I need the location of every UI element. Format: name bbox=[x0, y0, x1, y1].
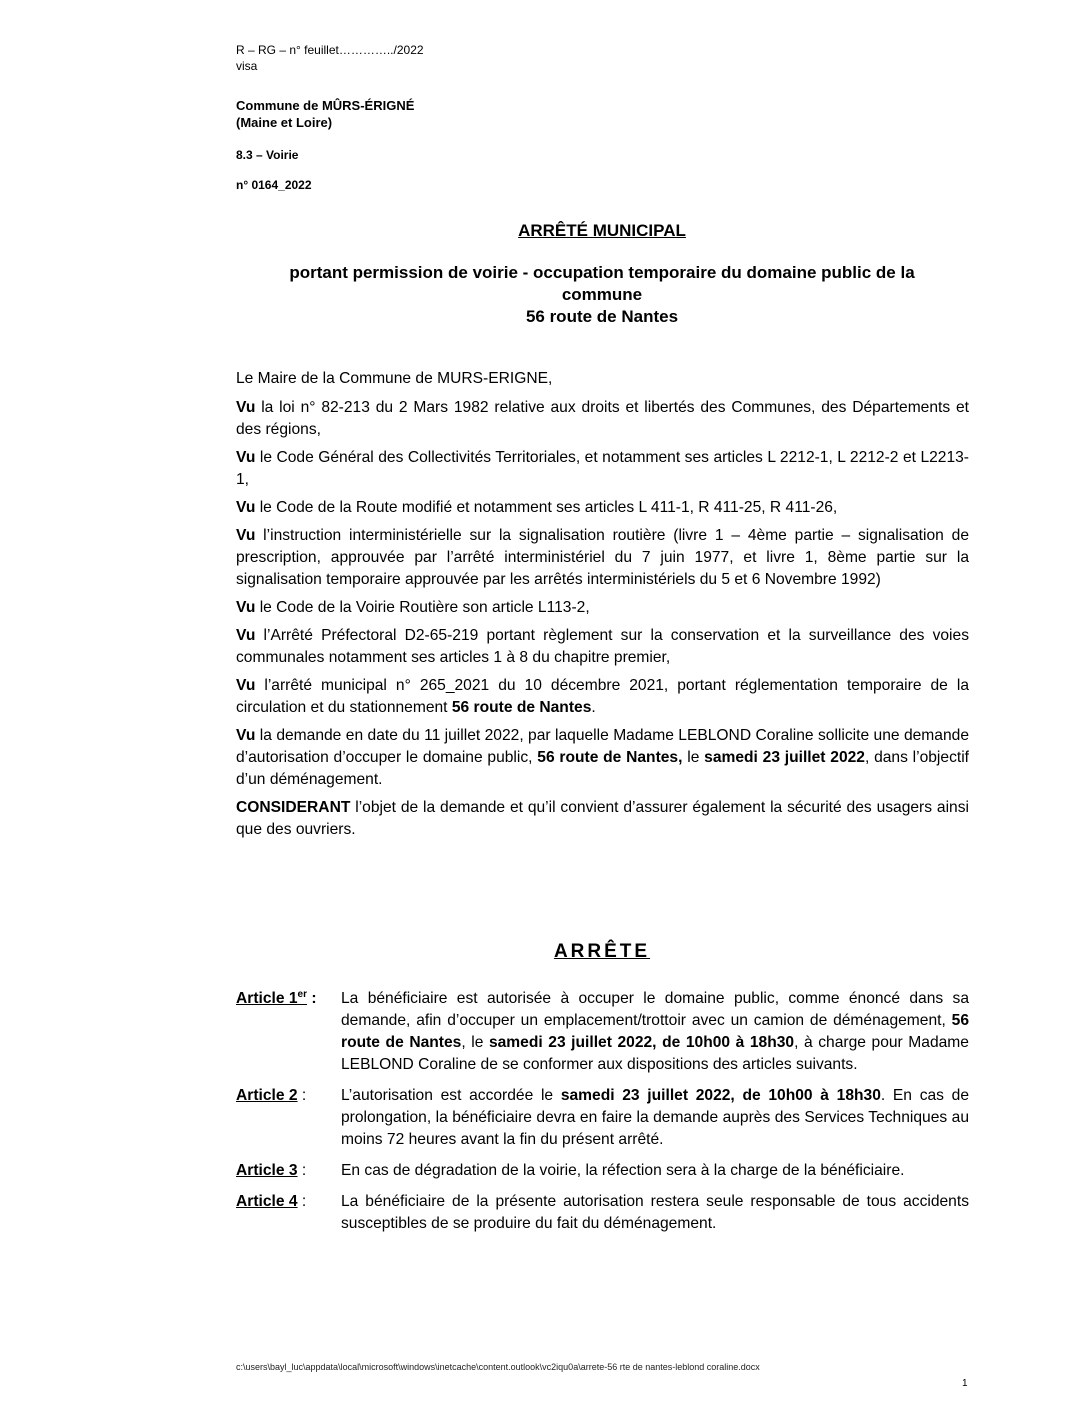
visa-line: visa bbox=[236, 59, 258, 73]
vu-address: 56 route de Nantes bbox=[451, 699, 592, 716]
vu-label: Vu bbox=[236, 399, 256, 416]
article-2 bbox=[236, 1085, 969, 1151]
article-address: 56 route de Nantes bbox=[341, 1012, 969, 1051]
vu-text: la demande en date du 11 juillet 2022, par laquelle Madame LEBLOND Coraline sollicite une demande d’autorisation d’occuper le domaine public, bbox=[236, 727, 969, 766]
article-label bbox=[236, 1191, 341, 1235]
vu-date: samedi 23 juillet 2022 bbox=[704, 749, 865, 766]
vu-address: 56 route de Nantes, bbox=[537, 749, 683, 766]
commune-department: (Maine et Loire) bbox=[236, 115, 333, 130]
article-4 bbox=[236, 1191, 969, 1235]
article-text-part: . En cas de prolongation, la bénéficiaire devra en faire la demande auprès des Services Techniques au moins 72 heures avant la fin du présent arrêté. bbox=[341, 1087, 970, 1148]
reference-block bbox=[236, 42, 424, 74]
article-label-text: Article 3 bbox=[236, 1162, 298, 1179]
vu-text: la loi n° 82-213 du 2 Mars 1982 relative aux droits et libertés des Communes, des Départements et des régions, bbox=[236, 399, 969, 438]
vu-text: , dans l’objectif d’un déménagement. bbox=[236, 749, 969, 788]
document-title: ARRÊTÉ MUNICIPAL bbox=[518, 221, 686, 240]
vu-label: Vu bbox=[236, 527, 256, 544]
vu-paragraph bbox=[236, 597, 969, 619]
article-superscript: er bbox=[297, 988, 307, 1000]
article-label-text bbox=[236, 990, 307, 1007]
vu-label: Vu bbox=[236, 499, 256, 516]
preamble bbox=[236, 368, 969, 847]
vu-text: l’Arrêté Préfectoral D2-65-219 portant règlement sur la conservation et la surveillance des voies communales notamment ses articles 1 à 8 du chapitre premier, bbox=[236, 627, 969, 666]
classification: 8.3 – Voirie bbox=[236, 148, 299, 162]
vu-paragraph bbox=[236, 625, 969, 669]
vu-text: le Code de la Route modifié et notamment ses articles L 411-1, R 411-25, R 411-26, bbox=[255, 499, 838, 516]
article-text: La bénéficiaire de la présente autorisation restera seule responsable de tous accidents susceptibles de se produire du fait du déménagement. bbox=[341, 1193, 969, 1232]
footer-file-path: c:\users\bayl_luc\appdata\local\microsoft\windows\inetcache\content.outlook\vc2iqu0a\arrete-56 rte de nantes-leblond coraline.docx bbox=[236, 1362, 760, 1372]
subject-line: portant permission de voirie - occupation temporaire du domaine public de la bbox=[289, 263, 915, 282]
commune-name: Commune de MÛRS-ÉRIGNÉ bbox=[236, 98, 415, 113]
vu-paragraph bbox=[236, 675, 969, 719]
article-text-part: , à charge pour Madame LEBLOND Coraline de se conformer aux dispositions des articles suivants. bbox=[341, 1034, 969, 1073]
article-text bbox=[341, 1085, 969, 1151]
article-1 bbox=[236, 988, 969, 1076]
vu-label: Vu bbox=[236, 599, 256, 616]
article-label bbox=[236, 1160, 341, 1182]
page-number: 1 bbox=[962, 1378, 968, 1389]
vu-label: Vu bbox=[236, 677, 256, 694]
subject-line: commune bbox=[561, 285, 643, 304]
reference-line: R – RG – n° feuillet…………../2022 bbox=[236, 43, 424, 57]
article-colon: : bbox=[297, 1162, 307, 1179]
arrete-heading: ARRÊTE bbox=[553, 941, 651, 962]
article-text-part: La bénéficiaire est autorisée à occuper le domaine public, comme énoncé dans sa demande, afin d’occuper un emplacement/trottoir avec un camion de déménagement, bbox=[341, 990, 969, 1029]
considerant-paragraph bbox=[236, 797, 969, 841]
article-number: Article 1 bbox=[236, 990, 298, 1007]
article-date: samedi 23 juillet 2022, de 10h00 à 18h30 bbox=[488, 1034, 795, 1051]
article-label bbox=[236, 988, 341, 1076]
vu-text: . bbox=[591, 699, 596, 716]
commune-block bbox=[236, 97, 414, 131]
article-text: En cas de dégradation de la voirie, la réfection sera à la charge de la bénéficiaire. bbox=[341, 1162, 905, 1179]
vu-paragraph bbox=[236, 725, 969, 791]
subject-address: 56 route de Nantes bbox=[525, 307, 679, 326]
article-colon: : bbox=[297, 1087, 307, 1104]
article-3 bbox=[236, 1160, 969, 1182]
vu-text: le Code Général des Collectivités Territoriales, et notamment ses articles L 2212-1, L 2212-2 et L2213-1, bbox=[236, 449, 969, 488]
considerant-label: CONSIDERANT bbox=[236, 799, 351, 816]
articles-list bbox=[236, 988, 969, 1244]
preamble-intro: Le Maire de la Commune de MURS-ERIGNE, bbox=[236, 370, 553, 387]
vu-text: le Code de la Voirie Routière son article L113-2, bbox=[255, 599, 590, 616]
considerant-text: l’objet de la demande et qu’il convient d’assurer également la sécurité des usagers ainsi que des ouvriers. bbox=[236, 799, 969, 838]
article-label-text: Article 4 bbox=[236, 1193, 298, 1210]
vu-paragraph bbox=[236, 447, 969, 491]
article-colon: : bbox=[307, 990, 317, 1007]
vu-text: le bbox=[682, 749, 705, 766]
article-label-text: Article 2 bbox=[236, 1087, 298, 1104]
vu-paragraph bbox=[236, 497, 969, 519]
vu-text: l’arrêté municipal n° 265_2021 du 10 décembre 2021, portant réglementation temporaire de la circulation et du stationnement bbox=[236, 677, 969, 716]
vu-paragraph bbox=[236, 397, 969, 441]
vu-label: Vu bbox=[236, 627, 256, 644]
article-text bbox=[341, 988, 969, 1076]
vu-text: l’instruction interministérielle sur la signalisation routière (livre 1 – 4ème partie – signalisation de prescription, approuvée par l’arrêté interministériel du 7 juin 1977, et livre 1, 8ème partie sur la signalisation temporaire approuvée par les arrêtés interministériels du 5 et 6 Novembre 1992) bbox=[236, 527, 969, 588]
vu-label: Vu bbox=[236, 727, 256, 744]
vu-paragraph bbox=[236, 525, 969, 591]
arrete-number: n° 0164_2022 bbox=[236, 178, 312, 192]
article-label bbox=[236, 1085, 341, 1151]
article-colon: : bbox=[297, 1193, 307, 1210]
vu-label: Vu bbox=[236, 449, 256, 466]
document-subject bbox=[236, 262, 968, 328]
article-text-part: L’autorisation est accordée le bbox=[341, 1087, 561, 1104]
article-text-part: , le bbox=[461, 1034, 489, 1051]
article-date: samedi 23 juillet 2022, de 10h00 à 18h30 bbox=[560, 1087, 881, 1104]
